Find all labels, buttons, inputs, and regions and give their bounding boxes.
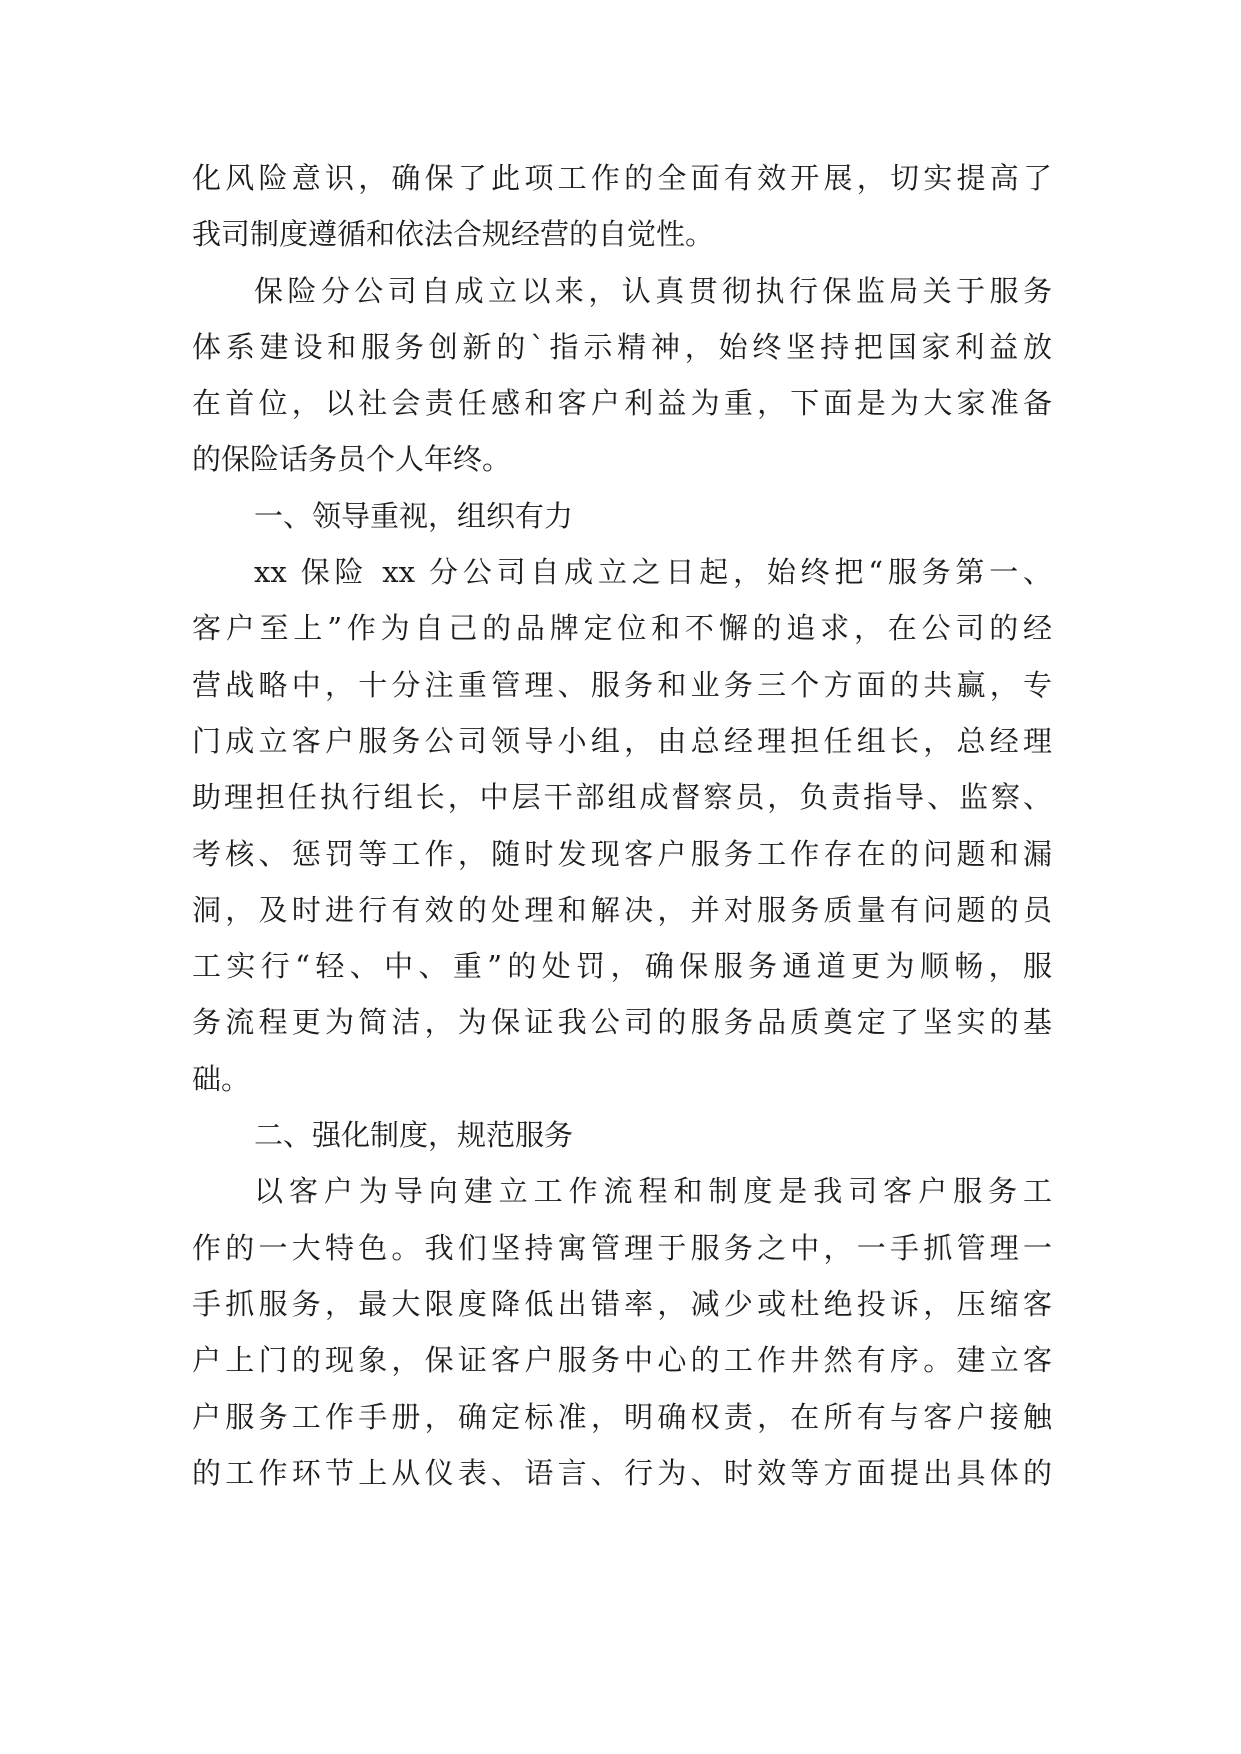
text-line: 化风险意识，确保了此项工作的全面有效开展，切实提高了 xyxy=(192,161,1052,195)
document-body xyxy=(192,150,1052,1501)
section-heading: 二、强化制度，规范服务 xyxy=(254,1118,574,1153)
text-line: 客户至上”作为自己的品牌定位和不懈的追求，在公司的经 xyxy=(192,611,1052,646)
text-line: 的保险话务员个人年终。 xyxy=(192,442,512,477)
text-line: 营战略中，十分注重管理、服务和业务三个方面的共赢，专 xyxy=(192,667,1052,702)
text-line: 我司制度遵循和依法合规经营的自觉性。 xyxy=(192,217,715,252)
text-line: 考核、惩罚等工作，随时发现客户服务工作存在的问题和漏 xyxy=(192,836,1052,871)
text-line: 户上门的现象，保证客户服务中心的工作井然有序。建立客 xyxy=(192,1343,1052,1378)
paragraph-first-line: xx 保险 xx 分公司自成立之日起，始终把“服务第一、 xyxy=(254,555,1052,590)
text-line: 洞，及时进行有效的处理和解决，并对服务质量有问题的员 xyxy=(192,892,1052,927)
text-line: 工实行“轻、中、重”的处罚，确保服务通道更为顺畅，服 xyxy=(192,949,1052,984)
text-line: 务流程更为简洁，为保证我公司的服务品质奠定了坚实的基 xyxy=(192,1005,1052,1040)
text-line: 体系建设和服务创新的`指示精神，始终坚持把国家利益放 xyxy=(192,329,1052,364)
section-heading: 一、领导重视，组织有力 xyxy=(254,498,574,533)
text-line: 户服务工作手册，确定标准，明确权责，在所有与客户接触 xyxy=(192,1399,1052,1434)
text-line: 在首位，以社会责任感和客户利益为重，下面是为大家准备 xyxy=(192,386,1052,421)
text-line: 作的一大特色。我们坚持寓管理于服务之中，一手抓管理一 xyxy=(192,1230,1052,1265)
paragraph-first-line: 以客户为导向建立工作流程和制度是我司客户服务工 xyxy=(254,1174,1052,1209)
text-line: 手抓服务，最大限度降低出错率，减少或杜绝投诉，压缩客 xyxy=(192,1286,1052,1321)
text-line: 础。 xyxy=(192,1061,251,1096)
text-line: 的工作环节上从仪表、语言、行为、时效等方面提出具体的 xyxy=(192,1455,1052,1490)
text-line: 门成立客户服务公司领导小组，由总经理担任组长，总经理 xyxy=(192,723,1052,758)
text-line: 助理担任执行组长，中层干部组成督察员，负责指导、监察、 xyxy=(192,780,1052,815)
paragraph-first-line: 保险分公司自成立以来，认真贯彻执行保监局关于服务 xyxy=(254,273,1052,308)
